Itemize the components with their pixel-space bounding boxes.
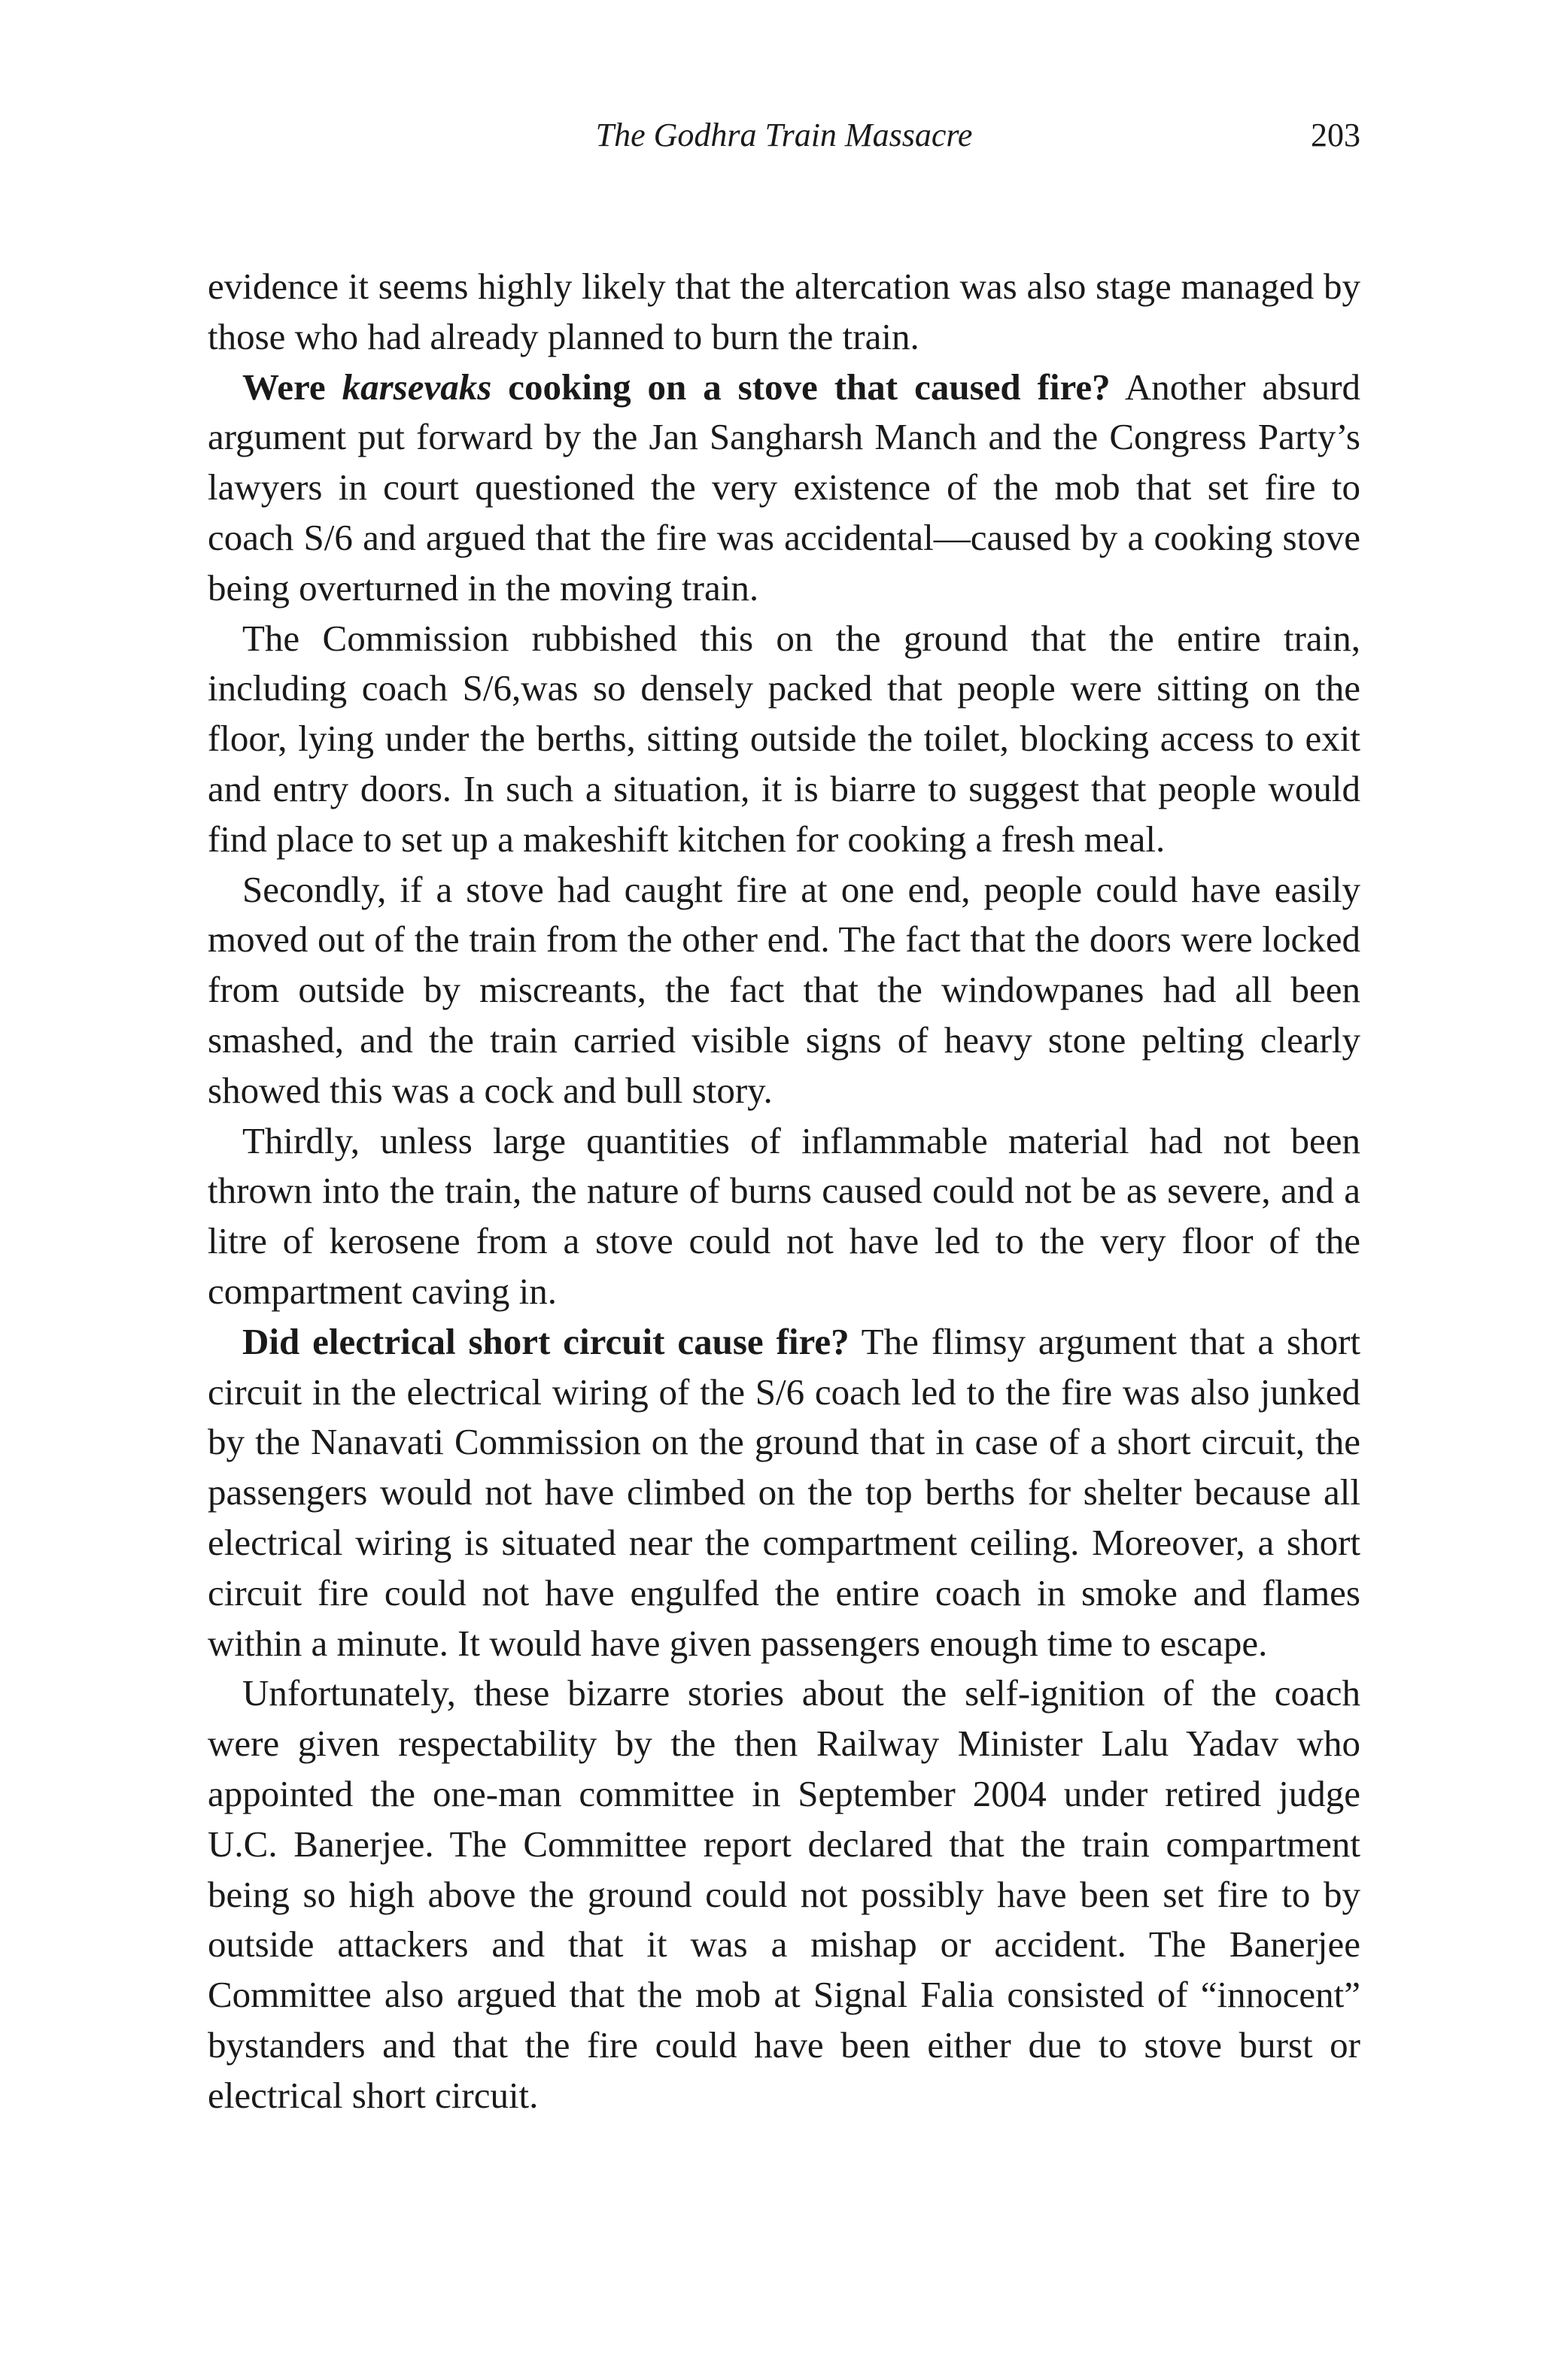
running-title: The Godhra Train Massacre [595, 117, 973, 153]
paragraph-text: evidence it seems highly likely that the altercation was also stage managed by those who had already planned to burn the train. [208, 266, 1360, 357]
run-in-heading-short-circuit: Did electrical short circuit cause fire? [242, 1320, 850, 1362]
paragraph-secondly [208, 865, 1360, 1116]
paragraph-text: Unfortunately, these bizarre stories about the self-ignition of the coach were given respectability by the then Railway Minister Lalu Yadav who appointed the one-man committee in September 2004 under retired judge U.C. Banerjee. The Committee report declared that the train compartment being so high above the ground could not possibly have been set fire to by outside attackers and that it was a mishap or accident. The Banerjee Committee also argued that the mob at Signal Falia consisted of “innocent” bystanders and that the fire could have been either due to stove burst or electrical short circuit. [208, 1672, 1360, 2116]
paragraph-text: The Commission rubbished this on the ground that the entire train, including coach S/6,was so densely packed that people were sitting on the floor, lying under the berths, sitting outside the toilet, blocking access to exit and entry doors. In such a situation, it is biarre to suggest that people would find place to set up a makeshift kitchen for cooking a fresh meal. [208, 617, 1360, 860]
paragraph-text: The flimsy argument that a short circuit in the electrical wiring of the S/6 coach led to the fire was also junked by the Nanavati Commission on the ground that in case of a short circuit, the passengers would not have climbed on the top berths for shelter because all electrical wiring is situated near the compartment ceiling. Moreover, a short circuit fire could not have engulfed the entire coach in smoke and flames within a minute. It would have given passengers enough time to escape. [208, 1320, 1360, 1664]
body-text [208, 262, 1360, 2120]
paragraph-text: Another absurd argument put forward by the Jan Sangharsh Manch and the Congress Party’s lawyers in court questioned the very existence of the mob that set fire to coach S/6 and argued that the fire was accidental—caused by a cooking stove being overturned in the moving train. [208, 366, 1360, 609]
paragraph-short-circuit-question [208, 1317, 1360, 1669]
paragraph-text: Secondly, if a stove had caught fire at one end, people could have easily moved out of the train from the other end. The fact that the doors were locked from outside by miscreants, the fact that the windowpanes had all been smashed, and the train carried visible signs of heavy stone pelting clearly showed this was a cock and bull story. [208, 868, 1360, 1111]
paragraph-stove-question [208, 363, 1360, 614]
paragraph-continuation [208, 262, 1360, 363]
paragraph-commission-rubbished [208, 614, 1360, 865]
paragraph-thirdly [208, 1116, 1360, 1317]
running-head [208, 113, 1360, 158]
run-in-heading-stove: Were karsevaks cooking on a stove that caused fire? [242, 366, 1111, 408]
paragraph-banerjee-committee [208, 1668, 1360, 2120]
page-number: 203 [1311, 117, 1360, 153]
paragraph-text: Thirdly, unless large quantities of inflammable material had not been thrown into the train, the nature of burns caused could not be as severe, and a litre of kerosene from a stove could not have led to the very floor of the compartment caving in. [208, 1119, 1360, 1312]
karsevaks-term: karsevaks [342, 366, 492, 408]
